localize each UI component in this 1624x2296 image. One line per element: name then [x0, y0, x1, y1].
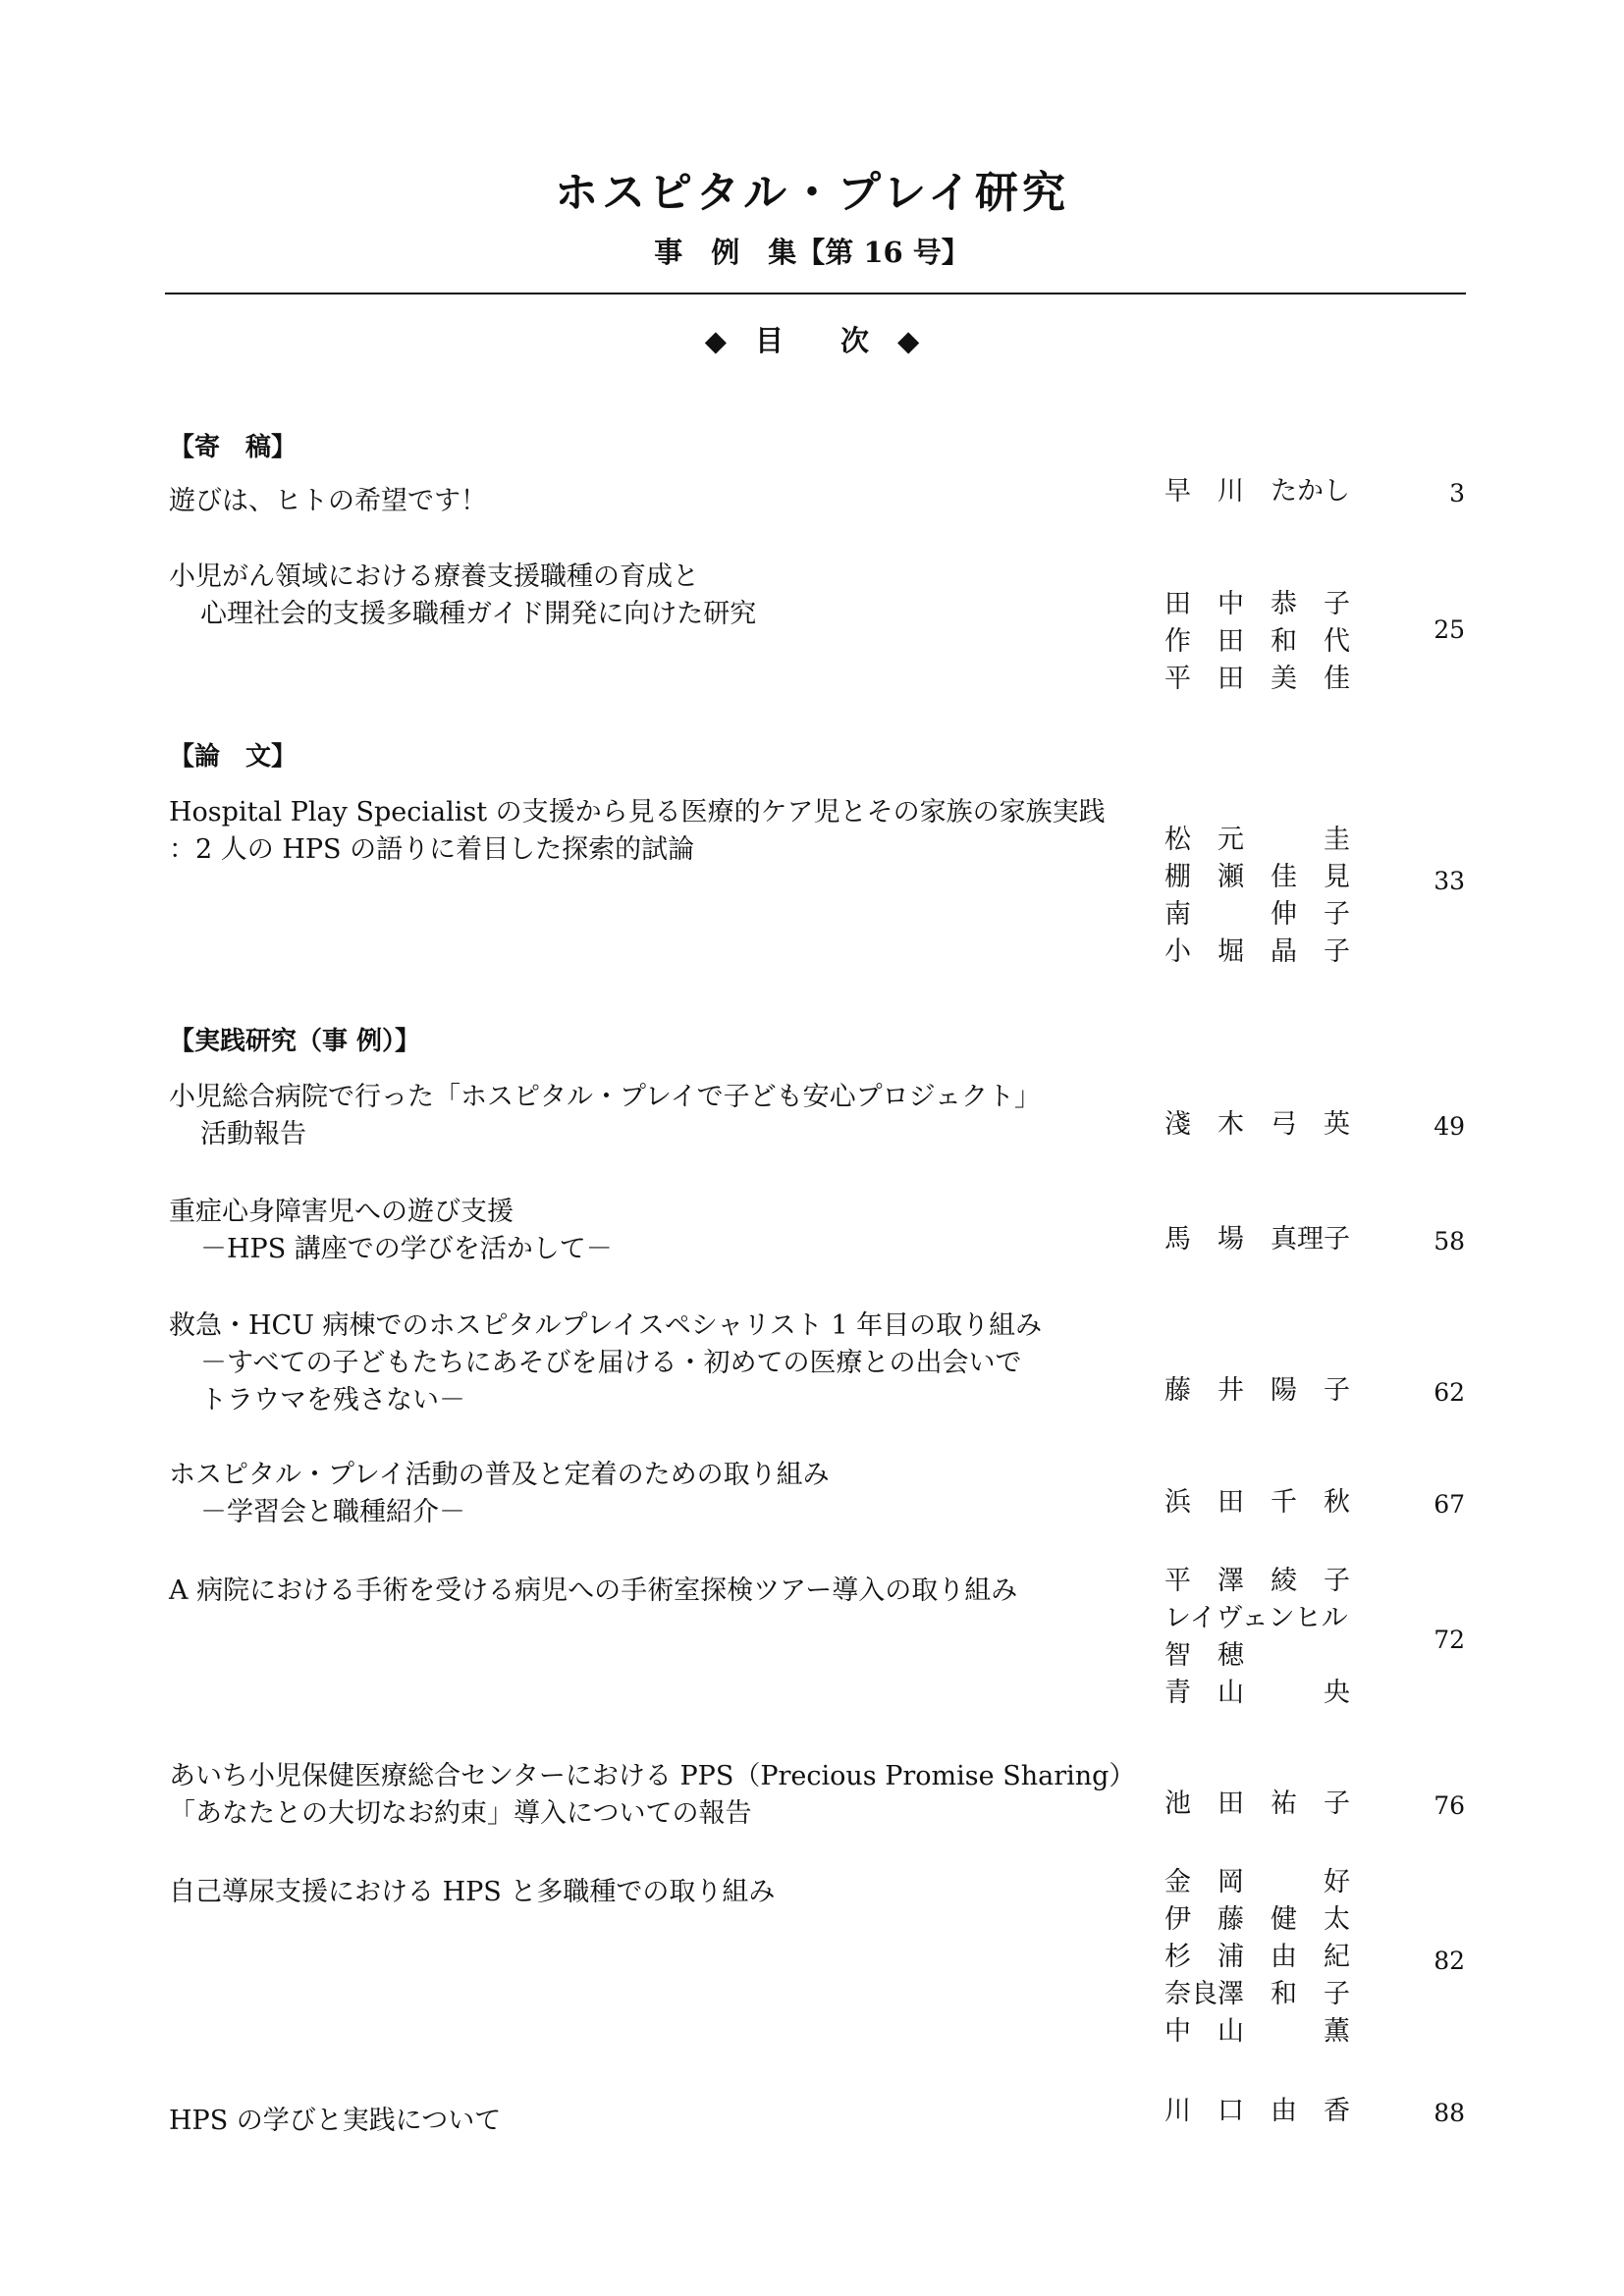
document-subtitle: 事 例 集【第 16 号】	[654, 236, 970, 269]
page-number: 72	[1434, 1626, 1465, 1654]
entry-authors	[1164, 1221, 1350, 1258]
author-name: 馬 場 真理子	[1164, 1224, 1350, 1255]
entry-title-line: ホスピタル・プレイ活動の普及と定着のための取り組み	[169, 1460, 830, 1490]
page-number: 62	[1434, 1378, 1465, 1407]
author-name: 田 中 恭 子	[1164, 589, 1350, 619]
document-title: ホスピタル・プレイ研究	[554, 168, 1070, 218]
author-name: 奈良澤 和 子	[1164, 1979, 1350, 2009]
page-number: 25	[1434, 615, 1465, 644]
author-name: 小 堀 晶 子	[1164, 936, 1350, 967]
author-name: 杉 浦 由 紀	[1164, 1942, 1350, 1972]
entry-authors	[1164, 1372, 1350, 1410]
toc-heading: ◆ 目 次 ◆	[704, 324, 920, 357]
page-number: 76	[1434, 1791, 1465, 1820]
entry-title-line: トラウマを残さない－	[200, 1385, 465, 1415]
entry-title-line: 遊びは、ヒトの希望です！	[169, 486, 487, 516]
page-number: 33	[1434, 867, 1465, 895]
author-name: 平 澤 綾 子	[1164, 1566, 1350, 1596]
entry-title-line: 小児がん領域における療養支援職種の育成と	[169, 561, 699, 592]
author-name: 川 口 由 香	[1164, 2096, 1350, 2126]
author-name: 平 田 美 佳	[1164, 664, 1350, 694]
author-name: 中 山 薫	[1164, 2016, 1350, 2047]
entry-title-line: 救急・HCU 病棟でのホスピタルプレイスペシャリスト 1 年目の取り組み	[169, 1310, 1043, 1341]
page-number: 49	[1434, 1112, 1465, 1141]
entry-title-line: 活動報告	[200, 1119, 306, 1149]
entry-title-line: －HPS 講座での学びを活かして－	[200, 1234, 613, 1264]
entry-title-line: 重症心身障害児への遊び支援	[169, 1197, 514, 1227]
author-name: 棚 瀬 佳 見	[1164, 862, 1350, 892]
author-name: 青 山 央	[1164, 1678, 1350, 1708]
entry-title-line: －学習会と職種紹介－	[200, 1497, 465, 1527]
entry-title-line: 小児総合病院で行った「ホスピタル・プレイで子ども安心プロジェクト」	[169, 1082, 1042, 1112]
entry-authors	[1164, 1563, 1350, 1712]
author-name: 作 田 和 代	[1164, 626, 1350, 657]
entry-title-line: HPS の学びと実践について	[169, 2106, 502, 2136]
entry-authors	[1164, 1484, 1350, 1522]
author-name: 早 川 たかし	[1164, 476, 1350, 507]
entry-title-line: 心理社会的支援多職種ガイド開発に向けた研究	[200, 599, 757, 629]
entry-title-line: Hospital Play Specialist の支援から見る医療的ケア児とその家族の家族実践	[169, 797, 1106, 828]
entry-authors	[1164, 2093, 1350, 2130]
entry-title-line: あいち小児保健医療総合センターにおける PPS（Precious Promise Sharing）	[169, 1761, 1136, 1791]
entry-title-line: －すべての子どもたちにあそびを届ける・初めての医療との出会いで	[200, 1348, 1022, 1378]
author-name: 浜 田 千 秋	[1164, 1487, 1350, 1518]
entry-authors	[1164, 586, 1350, 698]
author-name: 淺 木 弓 英	[1164, 1109, 1350, 1140]
author-name: 伊 藤 健 太	[1164, 1904, 1350, 1935]
author-name: 松 元 圭	[1164, 825, 1350, 855]
entry-title-line: 「あなたとの大切なお約束」導入についての報告	[169, 1798, 752, 1829]
section-heading: 【論 文】	[169, 742, 298, 772]
page-number: 88	[1434, 2099, 1465, 2127]
entry-title-line: ：2 人の HPS の語りに着目した探索的試論	[169, 834, 695, 865]
entry-authors	[1164, 822, 1350, 971]
page-number: 58	[1434, 1227, 1465, 1255]
section-heading: 【実践研究（事 例）】	[169, 1027, 421, 1056]
entry-authors	[1164, 473, 1350, 510]
author-name: 金 岡 好	[1164, 1867, 1350, 1897]
author-name: 池 田 祐 子	[1164, 1789, 1350, 1819]
entry-authors	[1164, 1786, 1350, 1823]
entry-authors	[1164, 1106, 1350, 1144]
page-number: 82	[1434, 1947, 1465, 1975]
author-name: 藤 井 陽 子	[1164, 1375, 1350, 1406]
page-number: 3	[1449, 479, 1465, 507]
page-number: 67	[1434, 1490, 1465, 1519]
author-name: 南 伸 子	[1164, 899, 1350, 930]
author-name: レイヴェンヒル	[1164, 1603, 1348, 1633]
author-name: 智 穂	[1164, 1640, 1244, 1671]
section-heading: 【寄 稿】	[169, 433, 298, 462]
entry-title-line: 自己導尿支援における HPS と多職種での取り組み	[169, 1877, 776, 1907]
entry-authors	[1164, 1864, 1350, 2051]
entry-title-line: A 病院における手術を受ける病児への手術室探検ツアー導入の取り組み	[169, 1575, 1018, 1606]
